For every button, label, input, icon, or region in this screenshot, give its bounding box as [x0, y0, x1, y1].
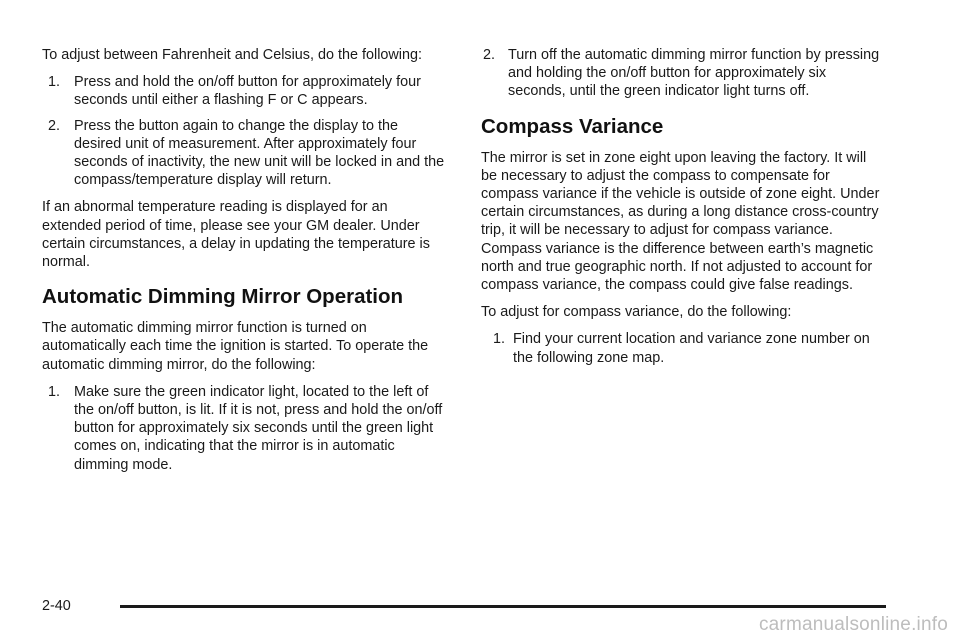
- list-item: [481, 46, 886, 101]
- footer-divider: [120, 605, 886, 608]
- step-number: 1.: [48, 74, 61, 91]
- step-text: Press and hold the on/off button for approximately four seconds until either a flashing F or C appears.: [74, 74, 421, 109]
- compass-adjust-intro-paragraph: To adjust for compass variance, do the following:: [481, 304, 792, 321]
- list-item: [42, 117, 447, 190]
- temperature-steps-list: [42, 73, 447, 189]
- step-text: Press the button again to change the display to the desired unit of measurement. After approximately four seconds of inactivity, the new unit will be locked in and the compass/temperature display will return.: [74, 117, 445, 189]
- list-item: [42, 383, 447, 474]
- right-column: [481, 46, 886, 376]
- compass-variance-paragraph: The mirror is set in zone eight upon leaving the factory. It will be necessary to adjust the compass to compensate for compass variance if the vehicle is outside of zone eight. Under certain circumstances, as during a long distance cross-country trip, it will be necessary to adjust for compass variance. Compass variance is the difference between earth’s magnetic north and true geographic north. If not adjusted to account for compass variance, the compass could give false readings.: [481, 149, 880, 294]
- page-number: 2-40: [42, 598, 71, 614]
- step-number: 1.: [493, 331, 506, 348]
- temperature-intro-paragraph: To adjust between Fahrenheit and Celsius, do the following:: [42, 47, 422, 63]
- watermark-text: carmanualsonline.info: [758, 614, 948, 635]
- section-heading-compass-variance: Compass Variance: [481, 114, 664, 138]
- step-text: Make sure the green indicator light, located to the left of the on/off button, is lit. If it is not, press and hold the on/off button for approximately six seconds until the green light comes on, indicating that the mirror is in automatic dimming mode.: [74, 383, 443, 473]
- left-column: [42, 46, 447, 483]
- section-heading-dimming-mirror: Automatic Dimming Mirror Operation: [42, 285, 404, 309]
- step-text: Turn off the automatic dimming mirror function by pressing and holding the on/off button for approximately six seconds, until the green indicator light turns off.: [508, 47, 880, 100]
- step-number: 1.: [48, 383, 61, 400]
- step-number: 2.: [48, 117, 61, 134]
- list-item: [42, 73, 447, 109]
- compass-steps-list: [481, 330, 886, 366]
- dimming-steps-list: [42, 383, 447, 474]
- dimming-intro-paragraph: The automatic dimming mirror function is turned on automatically each time the ignition is started. To operate the automatic dimming mirror, do the following:: [42, 320, 429, 373]
- step-number: 2.: [483, 47, 496, 63]
- temperature-note-paragraph: If an abnormal temperature reading is displayed for an extended period of time, please see your GM dealer. Under certain circumstances, a delay in updating the temperature is normal.: [42, 199, 430, 271]
- list-item: [481, 330, 886, 366]
- step-text: Find your current location and variance zone number on the following zone map.: [513, 331, 870, 366]
- dimming-steps-continued-list: [481, 46, 886, 101]
